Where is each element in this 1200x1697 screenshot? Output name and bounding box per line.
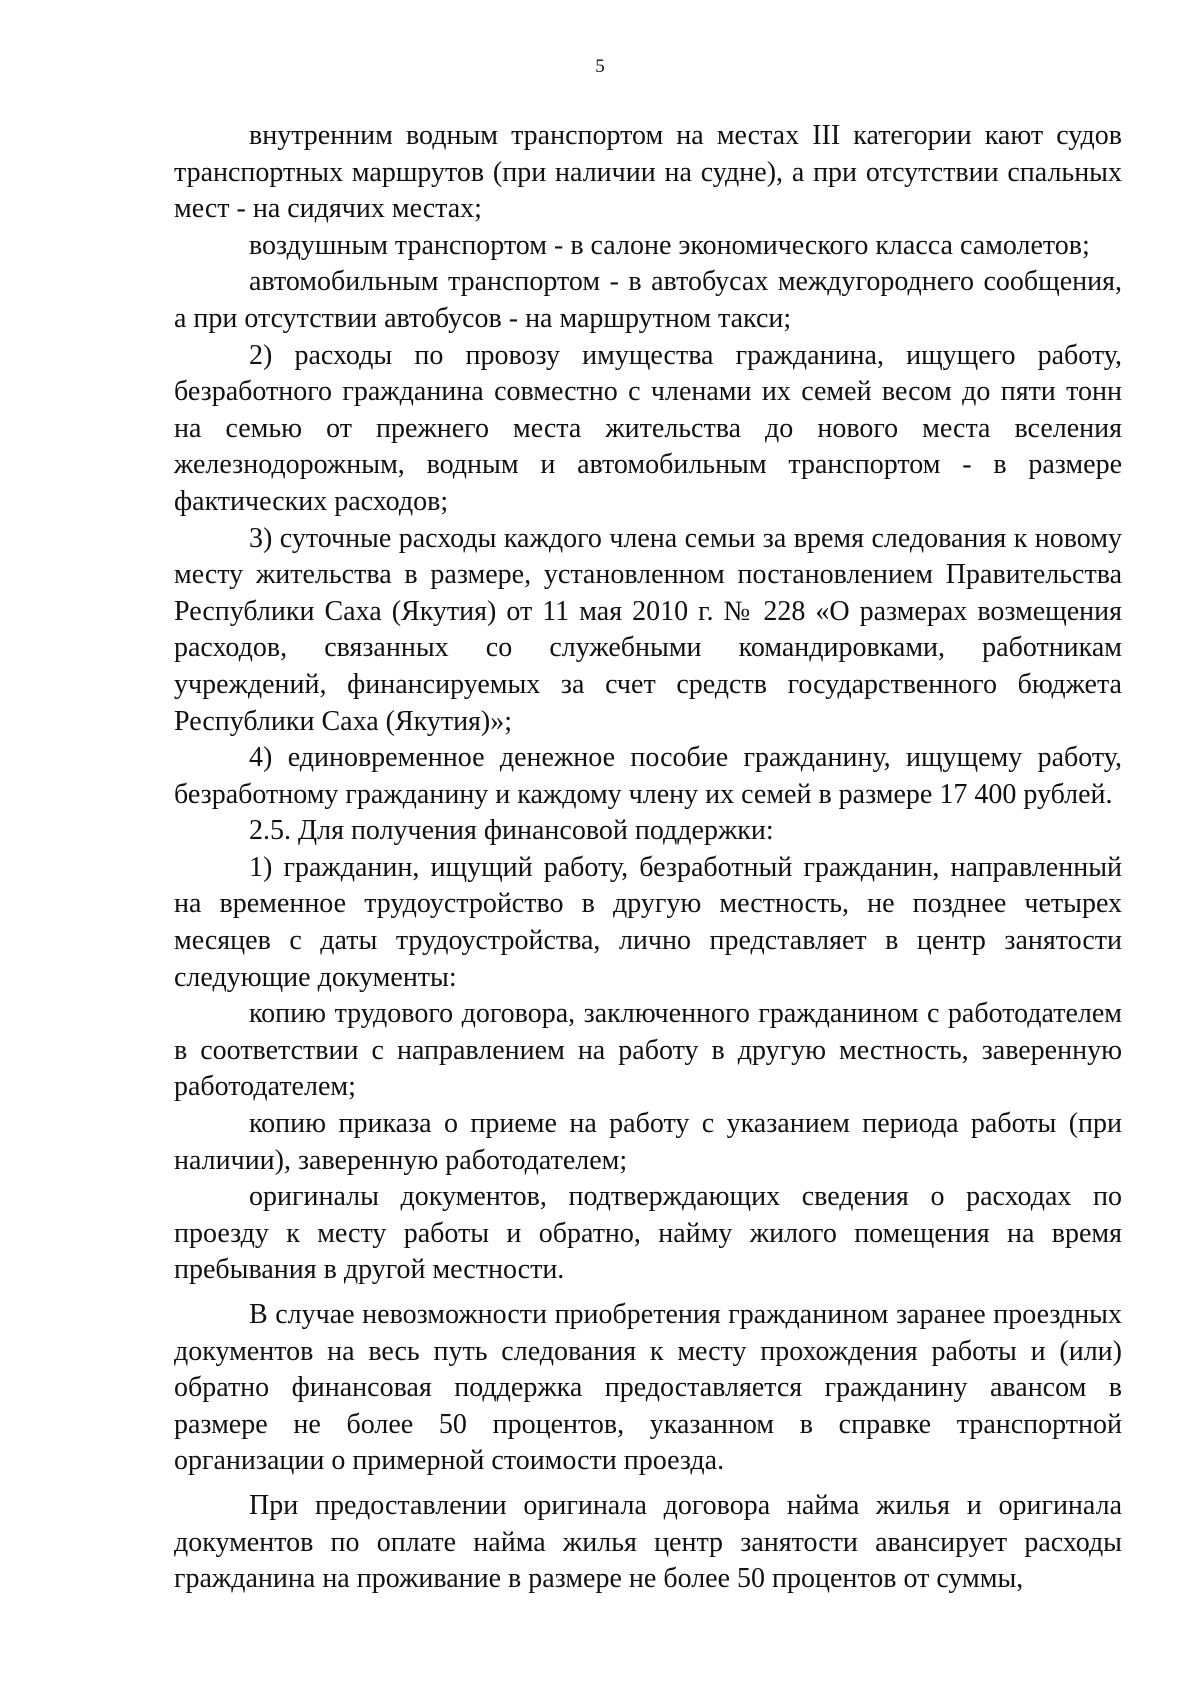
paragraph-advance-housing: При предоставлении оригинала договора найма жилья и оригинала документов по оплате найма жилья центр занятости авансирует расходы гражданина на проживание в размере не более 50 процентов от суммы,	[174, 1489, 1122, 1595]
paragraph-property-transport: 2) расходы по провозу имущества гражданина, ищущего работу, безработного гражданина совместно с членами их семей весом до пяти тонн на семью от прежнего места жительства до нового места вселения железнодорожным, водным и автомобильным транспортом - в размере фактических расходов;	[174, 339, 1122, 517]
paragraph-employment-contract: копию трудового договора, заключенного гражданином с работодателем в соответствии с направлением на работу в другую местность, заверенную работодателем;	[174, 998, 1122, 1103]
paragraph-hiring-order: копию приказа о приеме на работу с указанием периода работы (при наличии), заверенную работодателем;	[174, 1108, 1122, 1176]
paragraph-advance-travel: В случае невозможности приобретения гражданином заранее проездных документов на весь путь следования к месту прохождения работы и (или) обратно финансовая поддержка предоставляется гражданину авансом в размере не более 50 процентов, указанном в справке транспортной организации о примерной стоимости проезда.	[174, 1299, 1122, 1477]
paragraph-original-documents: оригиналы документов, подтверждающих сведения о расходах по проезду к месту работы и обратно, найму жилого помещения на время пребывания в другой местности.	[174, 1181, 1122, 1286]
paragraph-water-transport: внутренним водным транспортом на местах III категории кают судов транспортных маршрутов (при наличии на судне), а при отсутствии спальных мест - на сидячих местах;	[174, 120, 1122, 225]
paragraph-road-transport: автомобильным транспортом - в автобусах междугороднего сообщения, а при отсутствии автобусов - на маршрутном такси;	[174, 266, 1122, 334]
document-body	[174, 118, 1122, 1598]
paragraph-lump-sum-allowance: 4) единовременное денежное пособие гражданину, ищущему работу, безработному гражданину и каждому члену их семей в размере 17 400 рублей.	[174, 742, 1122, 810]
paragraph-documents-required: 1) гражданин, ищущий работу, безработный гражданин, направленный на временное трудоустройство в другую местность, не позднее четырех месяцев с даты трудоустройства, лично представляет в центр занятости следующие документы:	[174, 851, 1122, 993]
paragraph-daily-expenses: 3) суточные расходы каждого члена семьи за время следования к новому месту жительства в размере, установленном постановлением Правительства Республики Саха (Якутия) от 11 мая 2010 г. № 228 «О размерах возмещения расходов, связанных со служебными командировками, работникам учреждений, финансируемых за счет средств государственного бюджета Республики Саха (Якутия)»;	[174, 522, 1122, 737]
paragraph-section-2-5: 2.5. Для получения финансовой поддержки:	[249, 815, 774, 847]
paragraph-air-transport: воздушным транспортом - в салоне экономического класса самолетов;	[249, 229, 1090, 261]
page-number: 5	[595, 56, 605, 77]
